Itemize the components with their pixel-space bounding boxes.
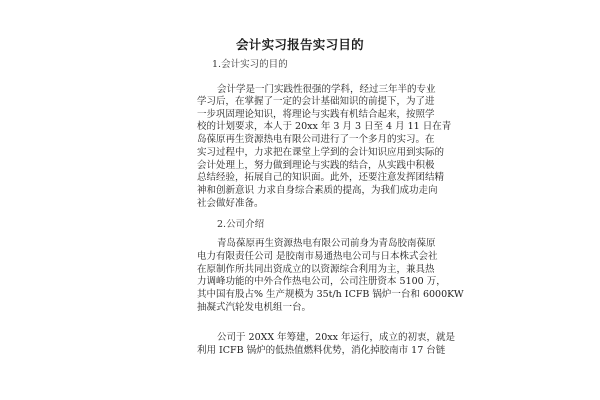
paragraph-line: 电力有限责任公司 是胶南市易通热电公司与日本株式会社 — [197, 251, 438, 262]
paragraph-line: 神和创新意识 力求自身综合素质的提高，为我们成功走向 — [197, 185, 438, 196]
paragraph-line: 总结经验，拓展自己的知识面。此外，还要注意发挥团结精 — [197, 172, 445, 183]
section-heading-company: 2.公司介绍 — [217, 219, 265, 230]
paragraph-line: 公司于 20XX 年筹建，20xx 年运行，成立的初衷，就是 — [217, 332, 455, 343]
paragraph-line: 实习过程中，力求把在课堂上学到的会计知识应用到实际的 — [197, 147, 445, 158]
paragraph-line: 其中国有股占% 生产规模为 35t/h ICFB 锅炉一台和 6000KW — [197, 289, 464, 300]
paragraph-line: 会计处理上，努力做到理论与实践的结合，从实践中积极 — [197, 160, 435, 171]
paragraph-line: 学习后，在掌握了一定的会计基础知识的前提下，为了进 — [197, 96, 435, 107]
paragraph-line: 校的计划要求，本人于 20xx 年 3 月 3 日至 4 月 11 日在青 — [197, 121, 452, 132]
paragraph-line: 抽凝式汽轮发电机组一台。 — [197, 302, 312, 313]
paragraph-line: 会计学是一门实践性很强的学科，经过三年半的专业 — [217, 84, 436, 95]
paragraph-line: 力调峰功能的中外合作热电公司，公司注册资本 5100 万， — [197, 276, 446, 287]
paragraph-line: 社会做好准备。 — [197, 198, 264, 209]
paragraph-line: 利用 ICFB 锅炉的低热值燃料优势，消化掉胶南市 17 台链 — [197, 345, 446, 356]
paragraph-line: 青岛葆原再生资源热电有限公司前身为青岛胶南葆原 — [217, 238, 436, 249]
paragraph-line: 一步巩固理论知识，将理论与实践有机结合起来，按照学 — [197, 109, 435, 120]
paragraph-line: 在原制作所共同出资成立的以资源综合利用为主，兼具热 — [197, 264, 435, 275]
document-title: 会计实习报告实习目的 — [235, 37, 364, 52]
section-heading-purpose: 1.会计实习的目的 — [212, 59, 288, 70]
paragraph-line: 岛葆原再生资源热电有限公司进行了一个多月的实习。在 — [197, 134, 435, 145]
